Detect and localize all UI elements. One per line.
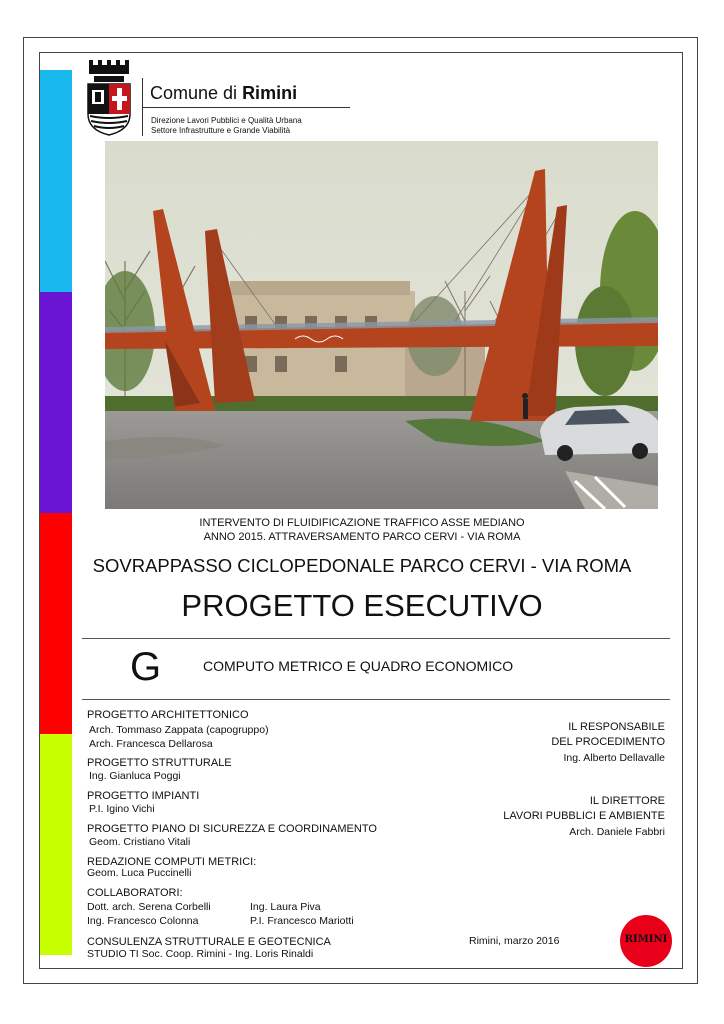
collab-name-4: P.I. Francesco Mariotti (250, 915, 354, 927)
bridge-rendering-image (105, 141, 658, 509)
collab-name-2: Ing. Francesco Colonna (87, 915, 199, 927)
dir-name: Arch. Daniele Fabbri (569, 826, 665, 838)
phase-title: PROGETTO ESECUTIVO (181, 588, 543, 623)
dept-line-2: Settore Infrastrutture e Grande Viabilità (151, 126, 291, 135)
strutt-label: PROGETTO STRUTTURALE (87, 757, 232, 769)
color-bar-purple (40, 292, 72, 513)
dept-line-1: Direzione Lavori Pubblici e Qualità Urbana (151, 116, 302, 125)
divider-bottom (82, 699, 670, 700)
impianti-name: P.I. Igino Vichi (89, 803, 155, 815)
consulenza-label: CONSULENZA STRUTTURALE E GEOTECNICA (87, 936, 331, 948)
dir-label-2: LAVORI PUBBLICI E AMBIENTE (503, 810, 665, 822)
computi-name: Geom. Luca Puccinelli (87, 867, 192, 879)
consulenza-name: STUDIO TI Soc. Coop. Rimini - Ing. Loris Rinaldi (87, 948, 314, 960)
arch-label: PROGETTO ARCHITETTONICO (87, 709, 249, 721)
intervention-line-2: ANNO 2015. ATTRAVERSAMENTO PARCO CERVI - VIA ROMA (203, 531, 521, 543)
dir-label-1: IL DIRETTORE (589, 795, 665, 807)
sicurezza-label: PROGETTO PIANO DI SICUREZZA E COORDINAMENTO (87, 823, 377, 835)
color-bar-cyan (40, 70, 72, 292)
divider-top (82, 638, 670, 639)
project-title: SOVRAPPASSO CICLOPEDONALE PARCO CERVI - VIA ROMA (92, 555, 632, 576)
comune-title: Comune di Rimini (150, 83, 298, 103)
rimini-stamp-logo (620, 915, 672, 967)
collab-label: COLLABORATORI: (87, 887, 183, 899)
resp-label-2: DEL PROCEDIMENTO (551, 736, 665, 748)
section-title: COMPUTO METRICO E QUADRO ECONOMICO (203, 658, 514, 674)
arch-name-2: Arch. Francesca Dellarosa (89, 738, 213, 750)
rimini-stamp-text: RIMINI (624, 934, 668, 945)
computi-label: REDAZIONE COMPUTI METRICI: (87, 856, 257, 868)
arch-name-1: Arch. Tommaso Zappata (capogruppo) (89, 724, 269, 736)
strutt-name: Ing. Gianluca Poggi (89, 770, 181, 782)
resp-label-1: IL RESPONSABILE (568, 721, 665, 733)
section-letter: G (130, 645, 162, 689)
rimini-crest-icon (86, 58, 132, 136)
header-horizontal-rule (142, 107, 350, 108)
collab-name-3: Ing. Laura Piva (250, 901, 321, 913)
sicurezza-name: Geom. Cristiano Vitali (89, 836, 191, 848)
date-place: Rimini, marzo 2016 (469, 935, 560, 947)
resp-name: Ing. Alberto Dellavalle (563, 752, 665, 764)
collab-name-1: Dott. arch. Serena Corbelli (87, 901, 211, 913)
impianti-label: PROGETTO IMPIANTI (87, 790, 200, 802)
intervention-line-1: INTERVENTO DI FLUIDIFICAZIONE TRAFFICO ASSE MEDIANO (199, 517, 525, 529)
color-bar-lime (40, 734, 72, 955)
